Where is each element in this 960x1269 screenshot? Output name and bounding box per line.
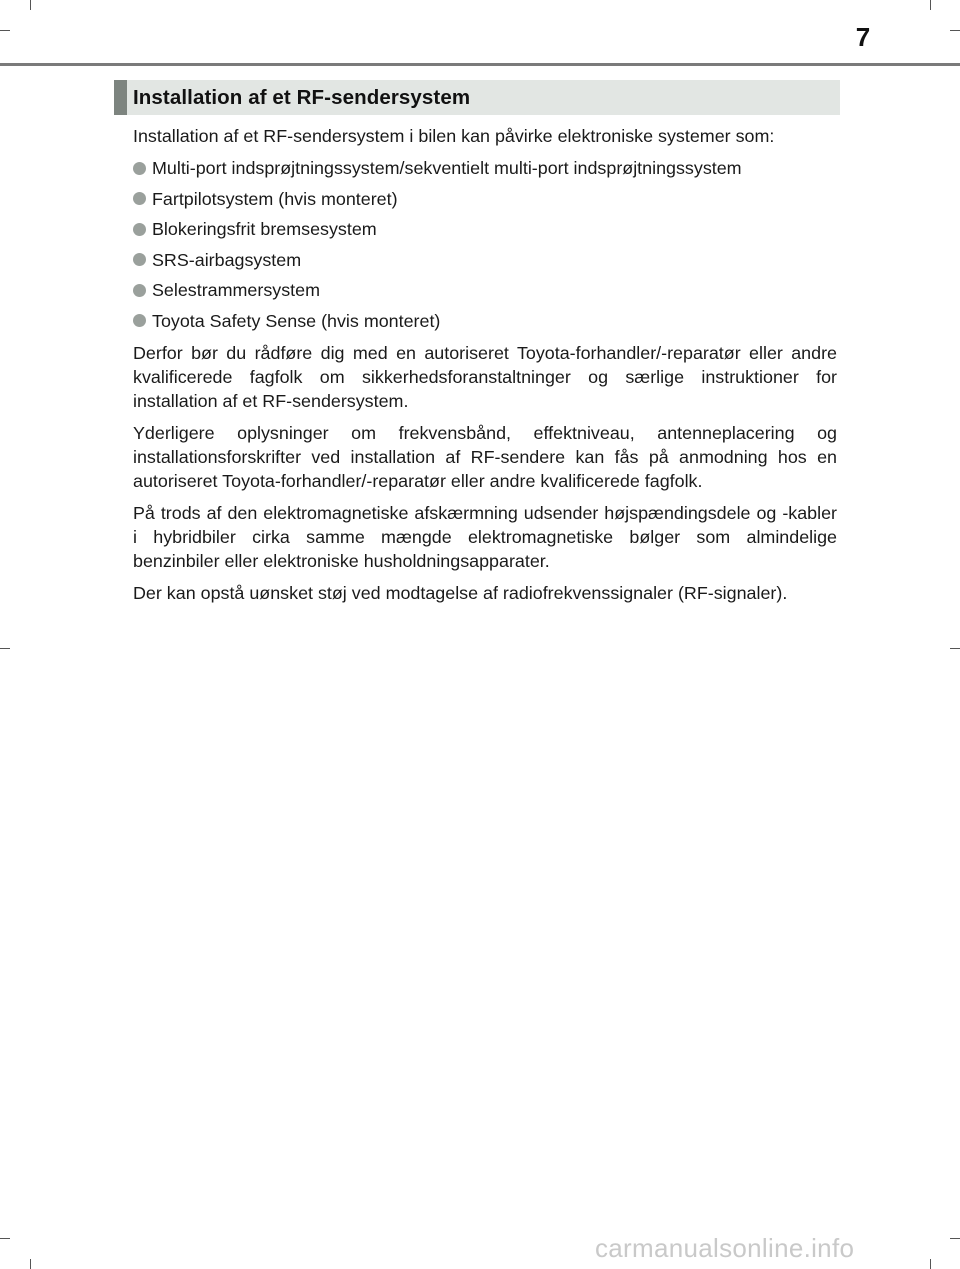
list-item: [133, 156, 837, 180]
affected-systems-list: [133, 156, 837, 333]
section-header: [114, 80, 840, 115]
list-item-text: Multi-port indsprøjtningssystem/sekventielt multi-port indsprøjtningssystem: [152, 158, 742, 178]
crop-mark: [0, 30, 10, 31]
list-item-text: Selestrammersystem: [152, 280, 321, 300]
header-rule: [0, 63, 960, 66]
body-content: [133, 124, 837, 613]
list-item: [133, 278, 837, 302]
crop-mark: [950, 30, 960, 31]
crop-mark: [950, 648, 960, 649]
body-paragraph: På trods af den elektromagnetiske afskærmning udsender højspændingsdele og -kabler i hybridbiler cirka samme mængde elektromagnetiske bølger som almindelige benzinbiler eller elektroniske husholdningsapparater.: [133, 502, 837, 571]
crop-mark: [30, 1259, 31, 1269]
bullet-dot-icon: [133, 192, 146, 205]
body-paragraph: Der kan opstå uønsket støj ved modtagelse af radiofrekvenssignaler (RF-signaler).: [133, 582, 788, 603]
crop-mark: [930, 0, 931, 10]
bullet-dot-icon: [133, 162, 146, 175]
list-item-text: SRS-airbagsystem: [152, 249, 302, 270]
list-item: [133, 309, 837, 333]
watermark-text: carmanualsonline.info: [595, 1233, 855, 1263]
crop-mark: [930, 1259, 931, 1269]
body-paragraph: Derfor bør du rådføre dig med en autoriseret Toyota-forhandler/-reparatør eller andre kvalificerede fagfolk om sikkerhedsforanstaltninger og særlige instruktioner for installation af et RF-sendersystem.: [133, 342, 837, 411]
list-item-text: Fartpilotsystem (hvis monteret): [152, 188, 398, 209]
list-item: [133, 248, 837, 272]
bullet-dot-icon: [133, 223, 146, 236]
crop-mark: [950, 1238, 960, 1239]
list-item-text: Blokeringsfrit bremsesystem: [152, 219, 377, 239]
body-paragraph: Yderligere oplysninger om frekvensbånd, effektniveau, antenneplacering og installationsforskrifter ved installation af RF-sendere kan fås på anmodning hos en autoriseret Toyota-forhandler/-reparatør eller andre kvalificerede fagfolk.: [133, 422, 837, 491]
bullet-dot-icon: [133, 314, 146, 327]
page-number: 7: [855, 22, 871, 52]
section-title: Installation af et RF-sendersystem: [133, 85, 471, 109]
intro-paragraph: Installation af et RF-sendersystem i bilen kan påvirke elektroniske systemer som:: [133, 126, 775, 146]
crop-mark: [30, 0, 31, 10]
crop-mark: [0, 1238, 10, 1239]
crop-mark: [0, 648, 10, 649]
bullet-dot-icon: [133, 253, 146, 266]
list-item-text: Toyota Safety Sense (hvis monteret): [152, 310, 441, 331]
bullet-dot-icon: [133, 284, 146, 297]
list-item: [133, 187, 837, 211]
list-item: [133, 217, 837, 241]
